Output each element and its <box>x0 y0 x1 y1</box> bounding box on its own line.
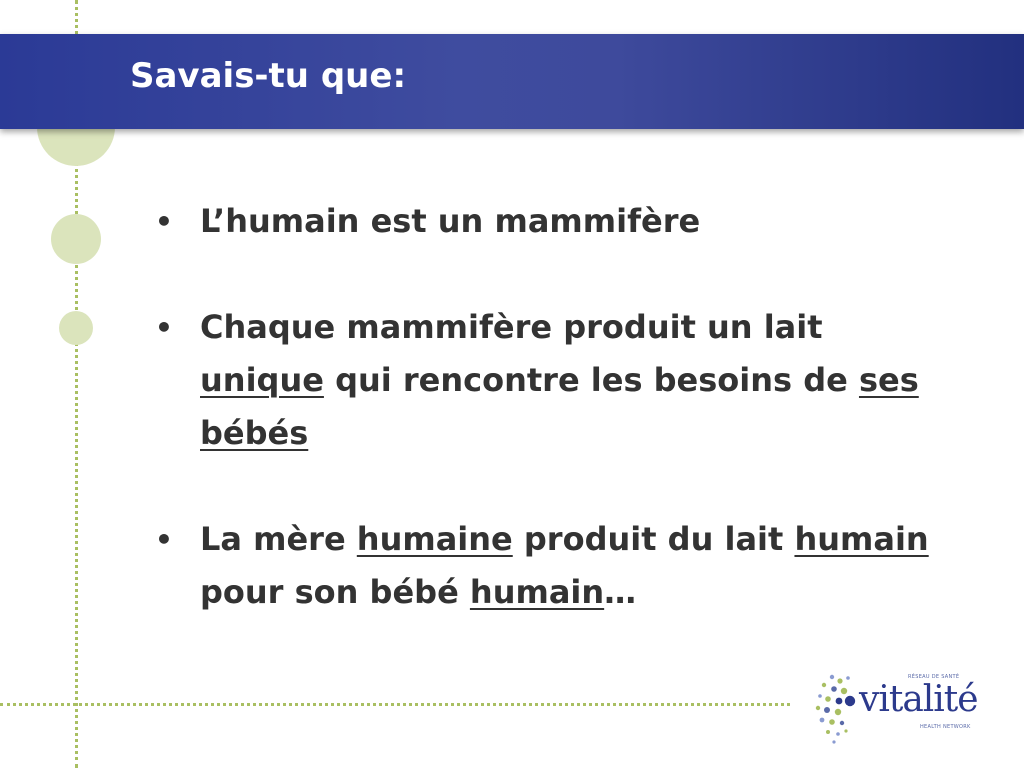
slide-title: Savais-tu que: <box>130 56 407 96</box>
bullet-item <box>155 301 935 460</box>
bullet-dot-icon: • <box>155 311 173 344</box>
underlined-text: humaine <box>356 520 513 558</box>
vitalite-logo <box>812 668 982 748</box>
underlined-text: ses bébés <box>200 361 919 452</box>
bullet-item <box>155 513 935 619</box>
logo-top-text: RÉSEAU DE SANTÉ <box>908 674 960 680</box>
logo-bottom-text: HEALTH NETWORK <box>920 724 971 730</box>
bullet-text: qui rencontre les besoins de <box>323 361 859 399</box>
horizontal-dotted-line <box>0 703 790 706</box>
decorative-circle-medium <box>51 214 101 264</box>
bullet-list <box>155 195 935 619</box>
underlined-text: unique <box>200 361 324 399</box>
bullet-dot-icon: • <box>155 205 173 238</box>
bullet-text: produit du lait <box>512 520 795 558</box>
logo-wordmark: vitalité <box>859 679 978 720</box>
bullet-text: pour son bébé <box>200 573 470 611</box>
bullet-item <box>155 195 935 248</box>
title-bar <box>0 34 1024 129</box>
bullet-text: … <box>604 573 637 611</box>
bullet-text: La mère <box>200 520 357 558</box>
bullet-dot-icon: • <box>155 523 173 556</box>
bullet-text: Chaque mammifère produit un lait <box>200 308 823 346</box>
underlined-text: humain <box>794 520 929 558</box>
bullet-text: L’humain est un mammifère <box>200 202 701 240</box>
decorative-circle-small <box>59 311 93 345</box>
underlined-text: humain <box>469 573 605 611</box>
